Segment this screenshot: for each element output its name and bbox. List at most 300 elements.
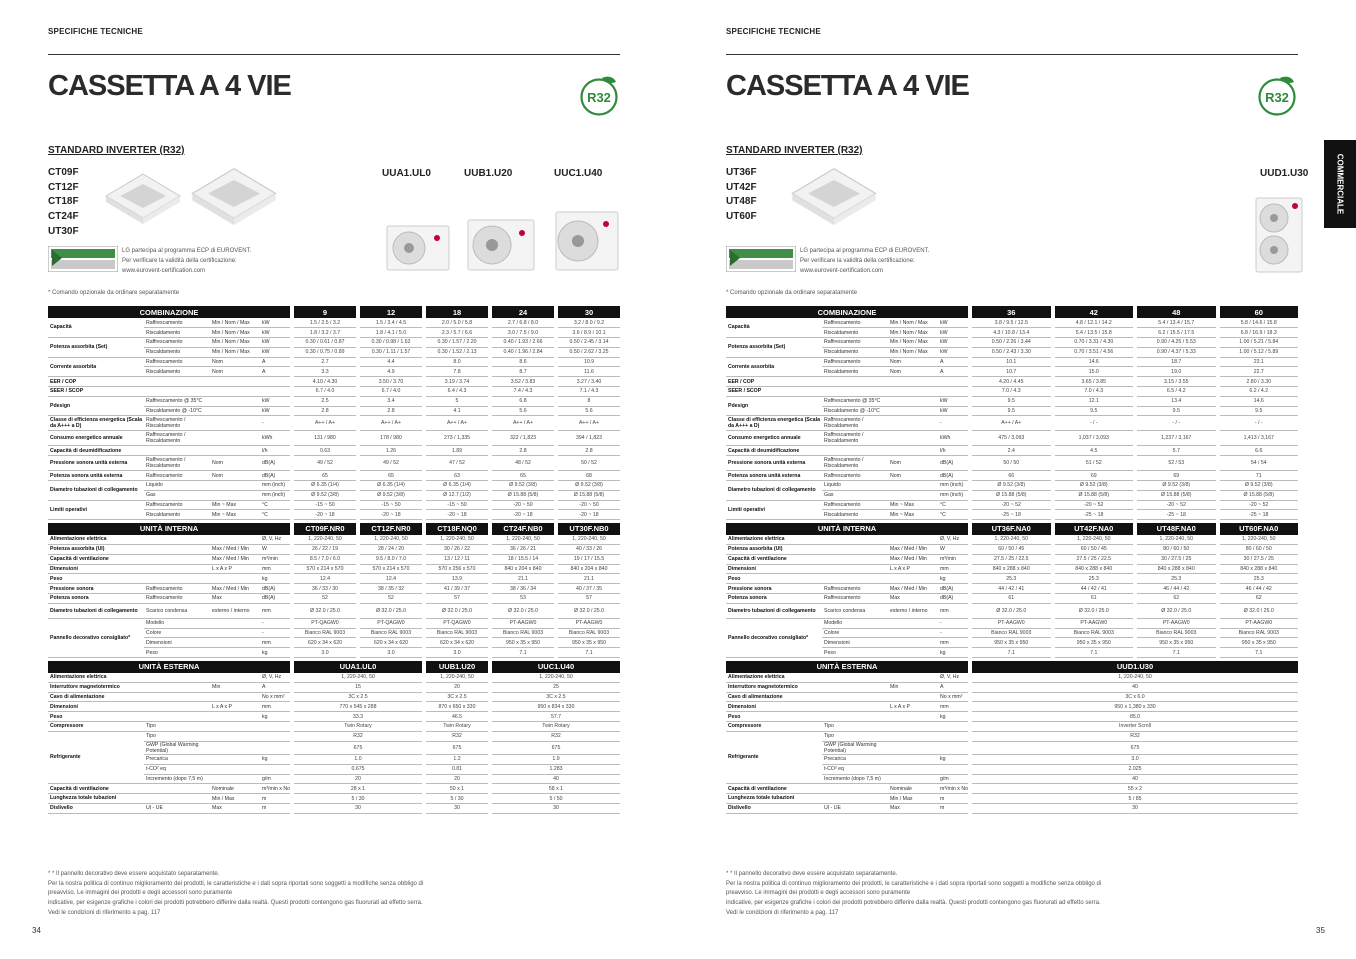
column-header: UUC1.U40: [492, 661, 620, 673]
table-cell: 3.50 / 3.70: [360, 377, 422, 387]
row-group-label: Capacità di deumidificazione: [48, 446, 144, 456]
table-cell: 46.5: [426, 712, 488, 722]
model-list: [48, 166, 79, 240]
row-qualifier: [888, 446, 938, 456]
row-sublabel: [144, 692, 210, 702]
footnotes: * * Il pannello decorativo deve essere acquistato separatamente. Per la nostra politica di continuo miglioramento dei prodotti, le caratteristiche e i dati sopra riportati sono soggetti a modifiche senza obbligo di preavviso. Le immagini dei prodotti e degli accessori sono puramente indicative, per esigenze grafiche i colori dei prodotti potrebbero differire dalla realtà. Questi prodotti contengono gas fluorurati ad effetto serra. Vedi le condizioni di riferimento a pag. 117: [48, 871, 424, 916]
table-cell: 65: [294, 471, 356, 481]
row-qualifier: [210, 628, 260, 638]
row-unit: mm: [938, 603, 968, 618]
table-cell: 69: [1055, 471, 1134, 481]
row-sublabel: [822, 574, 888, 584]
row-qualifier: Nom: [888, 357, 938, 367]
table-cell: 60 / 50 / 45: [972, 545, 1051, 555]
column-header: 9: [294, 306, 356, 318]
table-cell: Ø 32.0 / 25.0: [972, 603, 1051, 618]
page-title: CASSETTA A 4 VIE: [726, 70, 969, 102]
row-unit: kW: [260, 318, 290, 328]
column-header: UUA1.UL0: [294, 661, 422, 673]
row-unit: Ø, V, Hz: [938, 535, 968, 545]
row-sublabel: Liquido: [144, 481, 210, 491]
table-cell: 8.5 / 7.0 / 6.0: [294, 554, 356, 564]
row-unit: dB(A): [938, 584, 968, 594]
table-cell: 2.8: [558, 446, 620, 456]
row-unit: l/h: [260, 446, 290, 456]
row-unit: A: [260, 357, 290, 367]
table-cell: Ø 9.52 (3/8): [558, 481, 620, 491]
table-cell: Ø 32.0 / 25.0: [492, 603, 554, 618]
row-group-label: Dimensioni: [726, 564, 822, 574]
row-unit: dB(A): [938, 594, 968, 604]
table-cell: 30: [426, 803, 488, 813]
row-qualifier: [210, 692, 260, 702]
table-row: [726, 338, 1298, 348]
row-unit: [938, 741, 968, 754]
row-sublabel: Modello: [822, 618, 888, 628]
row-sublabel: Modello: [144, 618, 210, 628]
row-sublabel: Incremento (dopo 7,5 m): [822, 774, 888, 784]
table-cell: Bianco RAL 9003: [1055, 628, 1134, 638]
row-qualifier: Nom: [210, 471, 260, 481]
row-group-label: Capacità: [48, 318, 144, 338]
table-row: [726, 594, 1298, 604]
table-cell: 0.63: [294, 446, 356, 456]
table-cell: -20 ~ 52: [1220, 500, 1299, 510]
row-group-label: Capacità di ventilazione: [726, 554, 822, 564]
table-cell: -20 ~ 50: [492, 500, 554, 510]
row-group-label: Potenza sonora unità esterna: [726, 471, 822, 481]
row-qualifier: Min / Max: [210, 794, 260, 804]
row-qualifier: [888, 618, 938, 628]
table-row: [48, 682, 620, 692]
row-sublabel: Peso: [144, 648, 210, 658]
table-cell: 840 x 288 x 840: [1220, 564, 1299, 574]
table-cell: R32: [972, 731, 1298, 741]
row-group-label: Dislivello: [726, 803, 822, 813]
table-cell: 1, 220-240, 50: [360, 535, 422, 545]
optional-note: * Comando opzionale da ordinare separatamente: [726, 290, 858, 296]
row-group-label: EER / COP: [726, 377, 822, 387]
row-unit: A: [260, 367, 290, 377]
row-unit: A: [938, 367, 968, 377]
table-section-header: [48, 523, 620, 535]
table-row: [48, 318, 620, 328]
table-cell: Ø 15.88 (5/8): [1137, 490, 1216, 500]
section-header-label: COMBINAZIONE: [726, 306, 968, 318]
table-cell: 3C x 2.5: [492, 692, 620, 702]
table-cell: Twin Rotary: [294, 722, 422, 732]
row-qualifier: [210, 490, 260, 500]
row-sublabel: Dimensioni: [822, 638, 888, 648]
table-row: [48, 431, 620, 446]
table-cell: Ø 9.52 (3/8): [360, 490, 422, 500]
row-sublabel: Raffrescamento @ 35°C: [144, 396, 210, 406]
row-sublabel: [144, 712, 210, 722]
table-cell: 61: [972, 594, 1051, 604]
table-row: [48, 603, 620, 618]
table-cell: 40: [972, 682, 1298, 692]
table-cell: 4.9: [360, 367, 422, 377]
row-group-label: Dimensioni: [48, 564, 144, 574]
table-cell: 25.3: [972, 574, 1051, 584]
table-cell: 55 x 2: [972, 784, 1298, 794]
table-row: [726, 794, 1298, 804]
row-unit: dB(A): [938, 456, 968, 471]
table-cell: 394 / 1,823: [558, 431, 620, 446]
row-unit: kg: [938, 712, 968, 722]
row-unit: g/m: [260, 774, 290, 784]
table-cell: 9.5: [1220, 406, 1299, 416]
table-cell: 675: [492, 741, 620, 754]
row-group-label: Pdesign: [726, 396, 822, 416]
table-row: [726, 500, 1298, 510]
row-group-label: Classe di efficienza energetica (Scala da A+++ a D): [726, 416, 822, 431]
table-cell: 38 / 36 / 34: [492, 584, 554, 594]
spec-table: [726, 306, 1298, 814]
table-cell: 2.0 / 5.0 / 5.8: [426, 318, 488, 328]
model-name: UT30F: [48, 225, 79, 237]
row-sublabel: Riscaldamento: [144, 510, 210, 520]
table-cell: 5.8 / 14.6 / 15.8: [1220, 318, 1299, 328]
row-qualifier: Max: [210, 803, 260, 813]
table-section-header: [48, 661, 620, 673]
row-qualifier: [888, 490, 938, 500]
table-cell: 3.52 / 3.83: [492, 377, 554, 387]
row-sublabel: Riscaldamento: [144, 347, 210, 357]
table-cell: 2.7 / 6.8 / 8.0: [492, 318, 554, 328]
row-sublabel: Peso: [822, 648, 888, 658]
table-cell: 44 / 42 / 41: [972, 584, 1051, 594]
row-unit: No x mm²: [938, 692, 968, 702]
table-cell: 950 x 35 x 950: [1137, 638, 1216, 648]
table-cell: 0.90 / 4.25 / 5.53: [1137, 338, 1216, 348]
table-cell: 25: [492, 682, 620, 692]
table-cell: A++ / A+: [558, 416, 620, 431]
table-cell: 620 x 34 x 620: [294, 638, 356, 648]
table-cell: 51 / 52: [1055, 456, 1134, 471]
table-cell: Bianco RAL 9003: [972, 628, 1051, 638]
table-row: [726, 731, 1298, 741]
row-qualifier: [210, 406, 260, 416]
table-cell: 840 x 288 x 840: [1137, 564, 1216, 574]
table-section-header: [48, 306, 620, 318]
table-cell: 0.50 / 2.26 / 3.44: [972, 338, 1051, 348]
row-unit: W: [938, 545, 968, 555]
table-row: [48, 794, 620, 804]
row-unit: kg: [260, 755, 290, 765]
row-sublabel: [822, 682, 888, 692]
row-unit: Ø, V, Hz: [260, 673, 290, 683]
table-row: [48, 387, 620, 397]
table-cell: -20 ~ 18: [360, 510, 422, 520]
table-cell: 8.6: [492, 357, 554, 367]
table-cell: 30 / 26 / 22: [426, 545, 488, 555]
row-unit: -: [938, 618, 968, 628]
table-row: [48, 446, 620, 456]
row-qualifier: [888, 692, 938, 702]
table-cell: 21.1: [492, 574, 554, 584]
table-row: [726, 318, 1298, 328]
table-row: [726, 702, 1298, 712]
row-qualifier: [888, 628, 938, 638]
table-cell: 20: [426, 682, 488, 692]
row-unit: m³/min x No: [262, 785, 290, 792]
row-sublabel: Colore: [144, 628, 210, 638]
table-cell: 840 x 288 x 840: [972, 564, 1051, 574]
table-cell: 3.4: [360, 396, 422, 406]
table-cell: 85.0: [972, 712, 1298, 722]
row-sublabel: [144, 564, 210, 574]
row-unit: kWh: [260, 431, 290, 446]
table-row: [726, 545, 1298, 555]
column-header: 60: [1220, 306, 1299, 318]
table-row: [48, 594, 620, 604]
outdoor-unit-label: UUC1.U40: [554, 168, 603, 179]
row-unit: Ø, V, Hz: [260, 535, 290, 545]
table-cell: 18.7: [1137, 357, 1216, 367]
row-unit: W: [260, 545, 290, 555]
row-unit: No x mm²: [260, 692, 290, 702]
table-cell: 27.5 / 25 / 22.5: [1055, 554, 1134, 564]
table-cell: -25 ~ 18: [972, 510, 1051, 520]
row-unit: kg: [938, 755, 968, 765]
row-group-label: Diametro tubazioni di collegamento: [726, 603, 822, 618]
table-cell: Ø 15.88 (5/8): [1055, 490, 1134, 500]
table-row: [48, 377, 620, 387]
table-cell: 25.3: [1055, 574, 1134, 584]
row-group-label: Capacità di ventilazione: [48, 554, 144, 564]
table-cell: 9.5: [1055, 406, 1134, 416]
table-cell: 3C x 2.5: [426, 692, 488, 702]
row-group-label: Peso: [48, 712, 144, 722]
table-cell: 1, 220-240, 50: [492, 673, 620, 683]
table-cell: 1, 220-240, 50: [294, 673, 422, 683]
table-cell: 3.65 / 3.85: [1055, 377, 1134, 387]
row-unit: mm: [260, 603, 290, 618]
table-cell: Ø 9.52 (3/8): [1220, 481, 1299, 491]
table-row: [48, 396, 620, 406]
table-row: [726, 682, 1298, 692]
row-unit: kW: [938, 396, 968, 406]
table-cell: 68: [558, 471, 620, 481]
row-group-label: Alimentazione elettrica: [726, 535, 822, 545]
table-cell: PT-AAGW0: [558, 618, 620, 628]
row-group-label: Alimentazione elettrica: [48, 673, 144, 683]
row-unit: -: [938, 628, 968, 638]
cassette-unit-large-image: [190, 164, 278, 232]
outdoor-unit-label: UUD1.U30: [1260, 168, 1309, 179]
row-qualifier: Max / Med / Min: [888, 584, 938, 594]
table-cell: 3.0: [972, 755, 1298, 765]
row-qualifier: [210, 574, 260, 584]
table-cell: 0.81: [426, 764, 488, 774]
row-sublabel: Tipo: [822, 731, 888, 741]
row-qualifier: Nom: [888, 367, 938, 377]
table-cell: Ø 9.52 (3/8): [294, 490, 356, 500]
row-group-label: Potenza assorbita (Set): [48, 338, 144, 358]
table-cell: 12.4: [360, 574, 422, 584]
table-cell: 12.4: [294, 574, 356, 584]
table-cell: 22.7: [1220, 367, 1299, 377]
column-header: 36: [972, 306, 1051, 318]
table-row: [48, 692, 620, 702]
row-qualifier: [210, 712, 260, 722]
table-row: [726, 673, 1298, 683]
row-qualifier: L x A x P: [210, 564, 260, 574]
outdoor-unit-image: [1254, 196, 1304, 274]
row-sublabel: Raffrescamento: [822, 357, 888, 367]
table-row: [726, 396, 1298, 406]
table-cell: 50 / 52: [558, 456, 620, 471]
table-cell: A++ / A+: [426, 416, 488, 431]
row-sublabel: [144, 574, 210, 584]
table-cell: A++ / A+: [492, 416, 554, 431]
table-cell: 44 / 42 / 41: [1055, 584, 1134, 594]
table-cell: -25 ~ 18: [1220, 510, 1299, 520]
row-qualifier: L x A x P: [888, 702, 938, 712]
row-group-label: Limiti operativi: [48, 500, 144, 520]
table-row: [726, 377, 1298, 387]
row-sublabel: [144, 535, 210, 545]
row-sublabel: Raffrescamento: [822, 584, 888, 594]
row-unit: mm (inch): [938, 481, 968, 491]
row-group-label: EER / COP: [48, 377, 144, 387]
table-cell: Bianco RAL 9003: [1220, 628, 1299, 638]
table-cell: 3.3: [294, 367, 356, 377]
row-sublabel: Raffrescamento: [822, 338, 888, 348]
side-tab: [1324, 140, 1356, 228]
table-cell: 65: [492, 471, 554, 481]
row-unit: kg: [938, 574, 968, 584]
row-unit: kg: [260, 574, 290, 584]
row-sublabel: Raffrescamento: [822, 594, 888, 604]
column-header: CT09F.NR0: [294, 523, 356, 535]
table-cell: Ø 15.88 (5/8): [558, 490, 620, 500]
row-sublabel: Incremento (dopo 7,5 m): [144, 774, 210, 784]
row-unit: Ø, V, Hz: [938, 673, 968, 683]
table-row: [48, 471, 620, 481]
row-sublabel: Riscaldamento: [822, 347, 888, 357]
row-qualifier: esterno / interno: [888, 603, 938, 618]
row-sublabel: t-CO² eq: [822, 764, 888, 774]
table-cell: 30: [492, 803, 620, 813]
row-qualifier: Min ~ Max: [210, 500, 260, 510]
table-cell: -15 ~ 50: [360, 500, 422, 510]
table-row: [726, 535, 1298, 545]
row-unit: mm (inch): [938, 490, 968, 500]
row-sublabel: [822, 535, 888, 545]
table-row: [48, 731, 620, 741]
row-sublabel: UI - UE: [822, 803, 888, 813]
table-cell: 3C x 6.0: [972, 692, 1298, 702]
table-cell: 5.7: [1137, 446, 1216, 456]
row-qualifier: Min / Nom / Max: [888, 338, 938, 348]
table-cell: 0.30 / 1.57 / 2.20: [426, 338, 488, 348]
row-sublabel: Raffrescamento: [144, 594, 210, 604]
row-group-label: Cavo di alimentazione: [726, 692, 822, 702]
table-cell: 52: [294, 594, 356, 604]
row-group-label: Diametro tubazioni di collegamento: [726, 481, 822, 501]
row-sublabel: Colore: [822, 628, 888, 638]
row-sublabel: Raffrescamento: [144, 500, 210, 510]
table-cell: 2.025: [972, 764, 1298, 774]
top-rule: [726, 54, 1298, 55]
row-sublabel: [822, 784, 888, 794]
table-cell: 23.1: [1220, 357, 1299, 367]
row-sublabel: Raffrescamento: [144, 338, 210, 348]
row-qualifier: Nominale: [210, 784, 260, 794]
table-cell: 46 / 44 / 42: [1220, 584, 1299, 594]
eurovent-certified-logo: [48, 246, 118, 272]
row-qualifier: Nom: [210, 456, 260, 471]
row-sublabel: [822, 712, 888, 722]
row-unit: m: [260, 794, 290, 804]
table-cell: 20: [294, 774, 422, 784]
row-unit: A: [938, 682, 968, 692]
column-header: UUB1.U20: [426, 661, 488, 673]
row-qualifier: [888, 764, 938, 774]
row-unit: dB(A): [260, 456, 290, 471]
table-cell: 4.3 / 10.8 / 13.4: [972, 328, 1051, 338]
row-sublabel: Tipo: [822, 722, 888, 732]
table-cell: 675: [294, 741, 422, 754]
row-qualifier: Min / Nom / Max: [210, 347, 260, 357]
row-unit: °C: [260, 510, 290, 520]
table-cell: 69: [1137, 471, 1216, 481]
table-cell: -20 ~ 52: [1055, 500, 1134, 510]
table-cell: 7.4 / 4.3: [492, 387, 554, 397]
table-cell: 570 x 214 x 570: [360, 564, 422, 574]
table-cell: 18 / 15.5 / 14: [492, 554, 554, 564]
table-cell: 30: [972, 803, 1298, 813]
row-unit: kW: [260, 347, 290, 357]
row-qualifier: [210, 648, 260, 658]
table-cell: 4.5: [1055, 446, 1134, 456]
table-cell: 5.4 / 13.5 / 15.8: [1055, 328, 1134, 338]
row-qualifier: Min / Nom / Max: [888, 328, 938, 338]
table-cell: 570 x 214 x 570: [294, 564, 356, 574]
row-unit: m³/min x No: [940, 785, 968, 792]
table-row: [726, 416, 1298, 431]
row-group-label: Dislivello: [48, 803, 144, 813]
row-unit: dB(A): [260, 471, 290, 481]
table-cell: 6.2 / 4.2: [1220, 387, 1299, 397]
row-sublabel: [822, 377, 888, 387]
row-group-label: Pdesign: [48, 396, 144, 416]
table-cell: 7.1: [1055, 648, 1134, 658]
table-row: [48, 584, 620, 594]
table-cell: 6.7 / 4.0: [294, 387, 356, 397]
table-cell: 2.4: [972, 446, 1051, 456]
row-sublabel: UI - UE: [144, 803, 210, 813]
row-sublabel: Raffrescamento: [822, 500, 888, 510]
table-cell: 5.4 / 13.4 / 15.7: [1137, 318, 1216, 328]
table-cell: -25 ~ 18: [1055, 510, 1134, 520]
table-cell: 3.19 / 3.74: [426, 377, 488, 387]
row-sublabel: [822, 387, 888, 397]
table-cell: 20: [426, 774, 488, 784]
table-cell: R32: [492, 731, 620, 741]
table-cell: 1.8 / 4.1 / 5.0: [360, 328, 422, 338]
row-unit: m³/min: [260, 554, 290, 564]
row-group-label: Consumo energetico annuale: [48, 431, 144, 446]
table-cell: Ø 9.52 (3/8): [492, 481, 554, 491]
table-cell: 8.0: [426, 357, 488, 367]
row-sublabel: Raffrescamento / Riscaldamento: [144, 456, 210, 471]
row-group-label: Potenza assorbita (UI): [48, 545, 144, 555]
table-cell: 0.50 / 2.45 / 3.14: [558, 338, 620, 348]
row-sublabel: Raffrescamento / Riscaldamento: [822, 431, 888, 446]
